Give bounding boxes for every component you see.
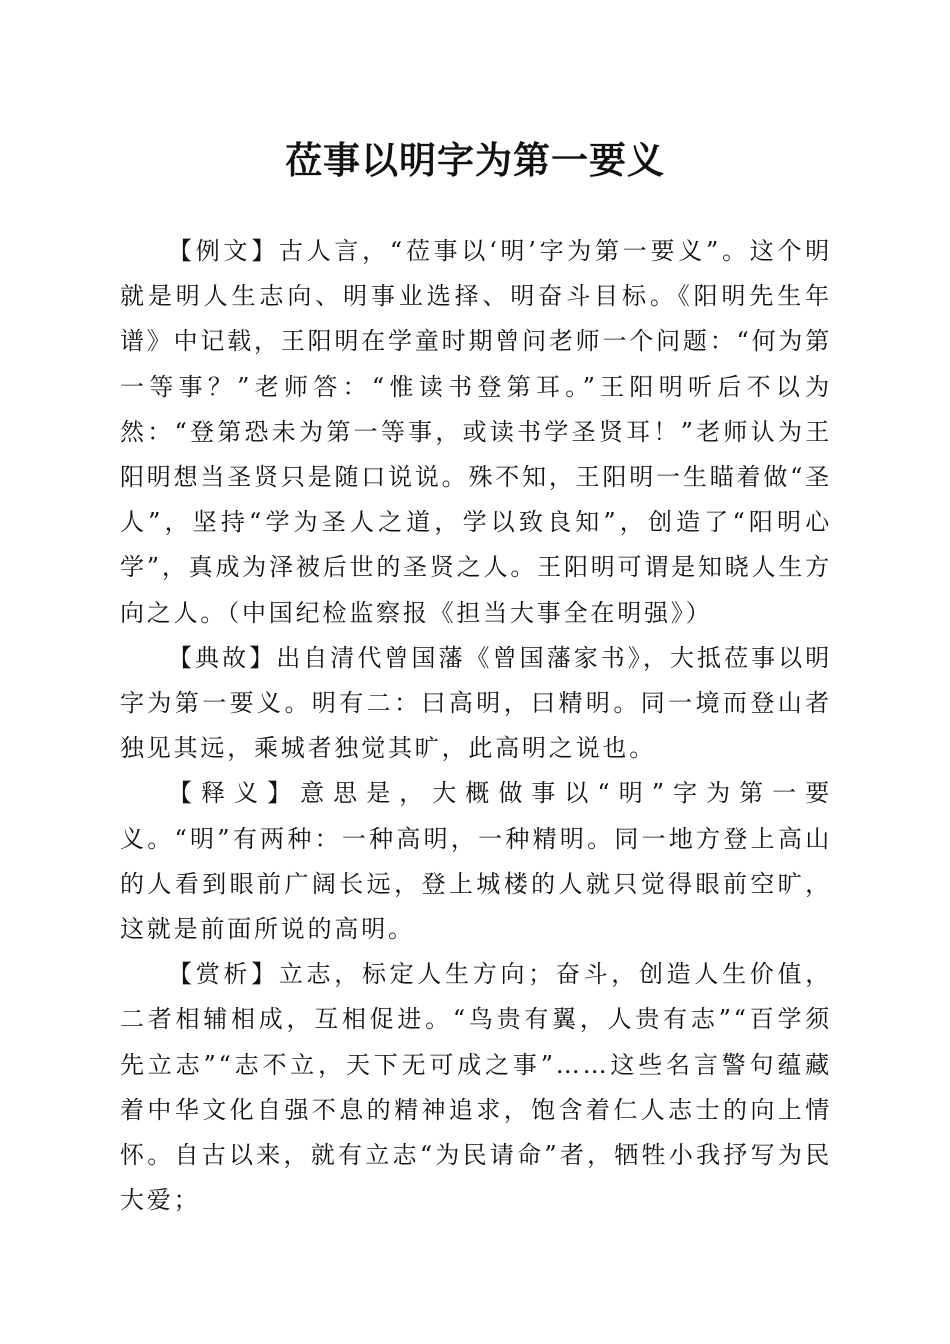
paragraph-interpretation <box>120 771 832 952</box>
paragraph-example <box>120 229 832 636</box>
paragraph-tag: 【赏析】 <box>168 960 279 989</box>
paragraph-appreciation <box>120 952 832 1223</box>
document-body <box>120 229 832 1223</box>
paragraph-text: 立志，标定人生方向；奋斗，创造人生价值，二者相辅相成，互相促进。“鸟贵有翼，人贵有志”“百学须先立志”“志不立，天下无可成之事”……这些名言警句蕴藏着中华文化自强不息的精神追求，饱含着仁人志士的向上情怀。自古以来，就有立志“为民请命”者，牺牲小我抒写为民大爱； <box>120 960 833 1215</box>
paragraph-allusion <box>120 636 832 772</box>
paragraph-tag: 【例文】 <box>168 237 279 265</box>
paragraph-tag: 【典故】 <box>168 643 277 672</box>
paragraph-text: 意思是，大概做事以“明”字为第一要义。“明”有两种：一种高明，一种精明。同一地方登上高山的人看到眼前广阔长远，登上城楼的人就只觉得眼前空旷，这就是前面所说的高明。 <box>120 779 833 944</box>
paragraph-text: 古人言，“莅事以‘明’字为第一要义”。这个明就是明人生志向、明事业选择、明奋斗目标。《阳明先生年谱》中记载，王阳明在学童时期曾问老师一个问题：“何为第一等事？”老师答：“惟读书登第耳。”王阳明听后不以为然：“登第恐未为第一等事，或读书学圣贤耳！”老师认为王阳明想当圣贤只是随口说说。殊不知，王阳明一生瞄着做“圣人”，坚持“学为圣人之道，学以致良知”，创造了“阳明心学”，真成为泽被后世的圣贤之人。王阳明可谓是知晓人生方向之人。（中国纪检监察报《担当大事全在明强》） <box>120 237 832 627</box>
document-title: 莅事以明字为第一要义 <box>285 138 665 182</box>
paragraph-text: 出自清代曾国藩《曾国藩家书》，大抵莅事以明字为第一要义。明有二：曰高明，曰精明。同一境而登山者独见其远，乘城者独觉其旷，此高明之说也。 <box>120 643 832 763</box>
paragraph-tag: 【释义】 <box>168 779 301 808</box>
